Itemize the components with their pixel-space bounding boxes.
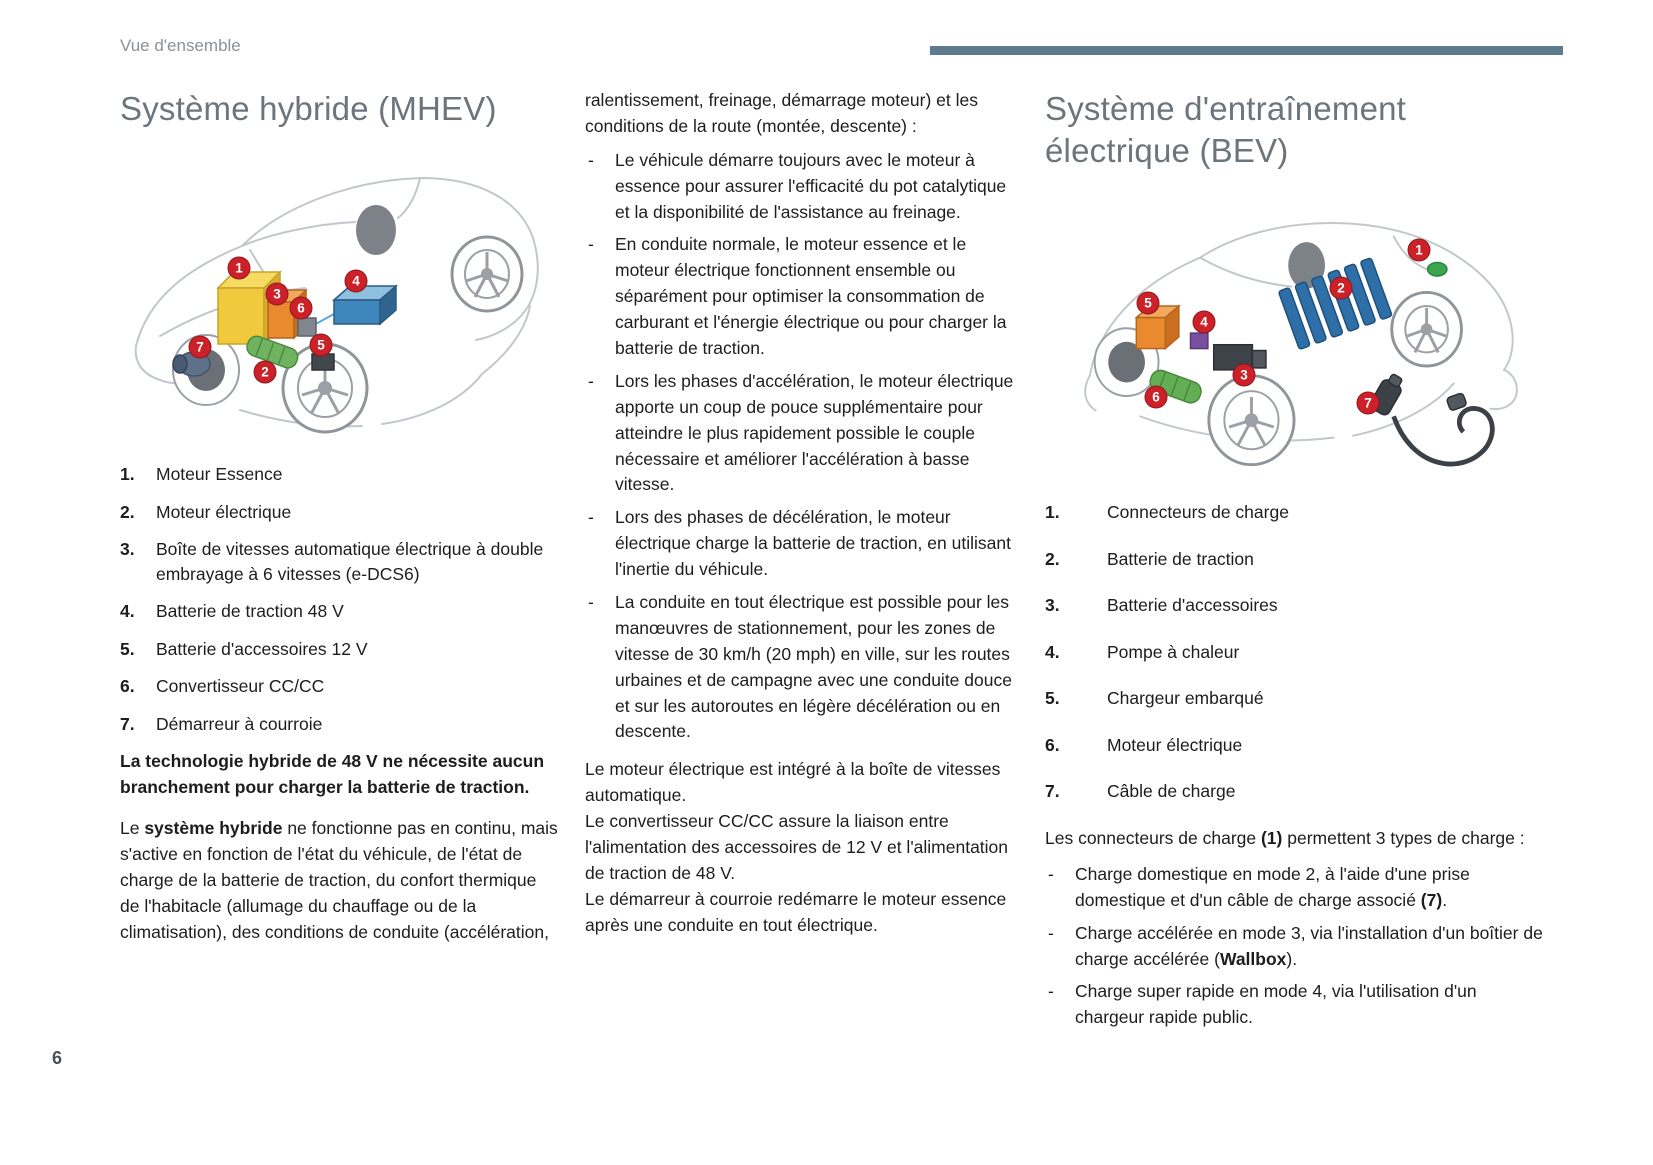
bullet-text: La conduite en tout électrique est possible pour les manœuvres de stationnement, pour les zones de vitesse de 30 km/h (20 mph) en ville, sur les routes urbaines et de campagne avec une conduite douce et sur les autoroutes en légère décélération ou en descente. xyxy=(615,592,1012,742)
legend-item xyxy=(120,637,560,662)
bullet-dash: - xyxy=(588,592,594,613)
legend-item xyxy=(1045,547,1550,572)
bullet-item xyxy=(1045,921,1550,973)
text-segment: Charge accélérée en mode 3, via l'installation d'un boîtier de charge accélérée ( xyxy=(1075,922,1543,969)
bullet-item xyxy=(585,369,1020,498)
text-segment: Le xyxy=(120,818,145,839)
charge-connector xyxy=(1428,263,1447,277)
bev-marker-7: 7 xyxy=(1357,392,1380,415)
bev-marker-1: 1 xyxy=(1408,239,1431,262)
legend-item-number: 1. xyxy=(1045,502,1060,523)
bev-marker-5: 5 xyxy=(1137,292,1160,315)
legend-item-number: 1. xyxy=(120,464,135,485)
bullet-text xyxy=(1075,862,1550,914)
mhev-legend xyxy=(120,462,560,736)
legend-item-number: 7. xyxy=(120,713,135,734)
page-number: 6 xyxy=(52,1048,63,1068)
legend-item xyxy=(1045,640,1550,665)
legend-item-number: 5. xyxy=(120,638,135,659)
legend-item xyxy=(1045,686,1550,711)
mhev-note: La technologie hybride de 48 V ne nécessite aucun branchement pour charger la batterie de traction. xyxy=(120,751,545,798)
bev-intro xyxy=(1045,826,1550,852)
legend-item-label: Chargeur embarqué xyxy=(1107,688,1264,709)
bev-car-illustration xyxy=(1045,186,1545,486)
legend-item-label: Boîte de vitesses automatique électrique à double embrayage à 6 vitesses (e-DCS6) xyxy=(156,539,544,584)
legend-item-label: Batterie d'accessoires xyxy=(1107,595,1278,616)
text-segment-bold: Wallbox xyxy=(1219,948,1287,969)
mhev-bullet-list xyxy=(585,148,1020,746)
legend-item-number: 2. xyxy=(1045,548,1060,569)
breadcrumb: Vue d'ensemble xyxy=(120,36,241,55)
legend-item xyxy=(120,500,560,525)
bullet-text: Lors des phases de décélération, le moteur électrique charge la batterie de traction, en utilisant l'inertie du véhicule. xyxy=(615,507,1011,580)
charge-cable xyxy=(1368,372,1492,465)
bullet-dash: - xyxy=(1048,863,1054,884)
mhev-continuation-column xyxy=(585,88,1020,939)
mhev-intro-continuation: ralentissement, freinage, démarrage moteur) et les conditions de la route (montée, descente) : xyxy=(585,90,978,136)
legend-item xyxy=(120,537,560,586)
bev-marker-3: 3 xyxy=(1233,364,1256,387)
legend-item xyxy=(120,712,560,737)
mhev-section xyxy=(120,88,560,960)
bullet-dash: - xyxy=(588,149,594,170)
legend-item-label: Batterie de traction 48 V xyxy=(156,601,344,622)
bullet-text: Le véhicule démarre toujours avec le moteur à essence pour assurer l'efficacité du pot catalytique et la disponibilité de l'assistance au freinage. xyxy=(615,149,1007,222)
bullet-text: Lors les phases d'accélération, le moteur électrique apporte un coup de pouce supplémentaire pour atteindre le plus rapidement possible le couple nécessaire et améliorer l'accélération à basse vitesse. xyxy=(615,370,1014,495)
legend-item-number: 4. xyxy=(120,601,135,622)
legend-item-label: Pompe à chaleur xyxy=(1107,641,1240,662)
header-accent-bar xyxy=(930,46,1563,55)
bev-marker-2: 2 xyxy=(1330,277,1353,300)
text-segment: Charge super rapide en mode 4, via l'utilisation d'un chargeur rapide public. xyxy=(1075,981,1477,1028)
legend-item-label: Convertisseur CC/CC xyxy=(156,676,325,697)
legend-item xyxy=(1045,593,1550,618)
text-segment-bold: (7) xyxy=(1420,889,1443,910)
bullet-text: En conduite normale, le moteur essence et le moteur électrique fonctionnent ensemble ou séparément pour optimiser la consommation de carburant et l'énergie électrique ou pour charger la batterie de traction. xyxy=(615,234,1007,359)
bullet-item xyxy=(1045,979,1550,1031)
bullet-item xyxy=(585,590,1020,745)
legend-item xyxy=(120,462,560,487)
bev-legend xyxy=(1045,500,1550,804)
text-segment: Les connecteurs de charge xyxy=(1045,827,1261,848)
legend-item-number: 7. xyxy=(1045,781,1060,802)
text-segment: ). xyxy=(1286,948,1298,969)
paragraph: Le démarreur à courroie redémarre le moteur essence après une conduite en tout électrique. xyxy=(585,888,1007,935)
bev-diagram xyxy=(1045,186,1545,486)
legend-item-number: 6. xyxy=(1045,734,1060,755)
legend-item-label: Batterie de traction xyxy=(1107,548,1254,569)
bullet-dash: - xyxy=(1048,981,1054,1002)
bullet-dash: - xyxy=(588,234,594,255)
legend-item xyxy=(120,599,560,624)
bullet-item xyxy=(585,148,1020,226)
mhev-marker-5: 5 xyxy=(310,334,333,357)
bullet-item xyxy=(585,232,1020,361)
legend-item-number: 2. xyxy=(120,501,135,522)
bev-title: Système d'entraînement électrique (BEV) xyxy=(1045,90,1407,170)
bev-bullet-list xyxy=(1045,862,1550,1031)
bev-marker-4: 4 xyxy=(1193,311,1216,334)
mhev-diagram xyxy=(120,138,550,448)
text-segment: ne fonctionne pas en continu, mais s'active en fonction de l'état du véhicule, de l'état de charge de la batterie de traction, du confort thermique de l'habitacle (allumage du chauffage ou de la climatisation), des conditions de conduite (accélération, xyxy=(120,818,558,942)
legend-item xyxy=(120,674,560,699)
legend-item-number: 3. xyxy=(120,539,135,560)
bullet-dash: - xyxy=(1048,922,1054,943)
bullet-text xyxy=(1075,921,1550,973)
text-segment-bold: (1) xyxy=(1260,827,1283,848)
paragraph: Le convertisseur CC/CC assure la liaison entre l'alimentation des accessoires de 12 V et l'alimentation de traction de 48 V. xyxy=(585,811,1009,883)
mhev-marker-7: 7 xyxy=(189,336,212,359)
mhev-marker-2: 2 xyxy=(254,361,277,384)
bev-section xyxy=(1045,88,1550,1038)
mhev-marker-4: 4 xyxy=(345,270,368,293)
text-segment: . xyxy=(1442,889,1448,910)
bullet-text xyxy=(1075,979,1550,1031)
bullet-dash: - xyxy=(588,370,594,391)
legend-item-label: Moteur électrique xyxy=(156,501,292,522)
legend-item-number: 6. xyxy=(120,676,135,697)
legend-item-number: 4. xyxy=(1045,641,1060,662)
bullet-item xyxy=(585,505,1020,583)
mhev-paragraph xyxy=(120,816,560,945)
legend-item-number: 5. xyxy=(1045,688,1060,709)
text-segment-bold: système hybride xyxy=(144,818,283,839)
traction-battery xyxy=(334,286,396,324)
text-segment: permettent 3 types de charge : xyxy=(1282,827,1525,848)
bullet-dash: - xyxy=(588,507,594,528)
legend-item-number: 3. xyxy=(1045,595,1060,616)
legend-item-label: Moteur Essence xyxy=(156,464,283,485)
legend-item-label: Moteur électrique xyxy=(1107,734,1243,755)
legend-item-label: Batterie d'accessoires 12 V xyxy=(156,638,368,659)
mhev-title: Système hybride (MHEV) xyxy=(120,90,497,127)
legend-item xyxy=(1045,779,1550,804)
bullet-item xyxy=(1045,862,1550,914)
mhev-car-illustration xyxy=(120,138,550,448)
car-wheels xyxy=(1095,243,1462,466)
mhev-marker-6: 6 xyxy=(290,297,313,320)
mhev-closing-paragraphs xyxy=(585,757,1020,938)
text-segment: Charge domestique en mode 2, à l'aide d'une prise domestique et d'un câble de charge associé xyxy=(1075,863,1470,910)
bev-marker-6: 6 xyxy=(1145,386,1168,409)
mhev-marker-3: 3 xyxy=(266,283,289,306)
legend-item-label: Connecteurs de charge xyxy=(1107,502,1289,523)
dc-converter xyxy=(298,318,316,336)
accessory-battery xyxy=(312,354,334,370)
mhev-marker-1: 1 xyxy=(228,257,251,280)
legend-item-label: Câble de charge xyxy=(1107,781,1236,802)
legend-item xyxy=(1045,733,1550,758)
paragraph: Le moteur électrique est intégré à la boîte de vitesses automatique. xyxy=(585,759,1001,806)
legend-item-label: Démarreur à courroie xyxy=(156,713,323,734)
legend-item xyxy=(1045,500,1550,525)
heat-pump xyxy=(1190,334,1207,349)
